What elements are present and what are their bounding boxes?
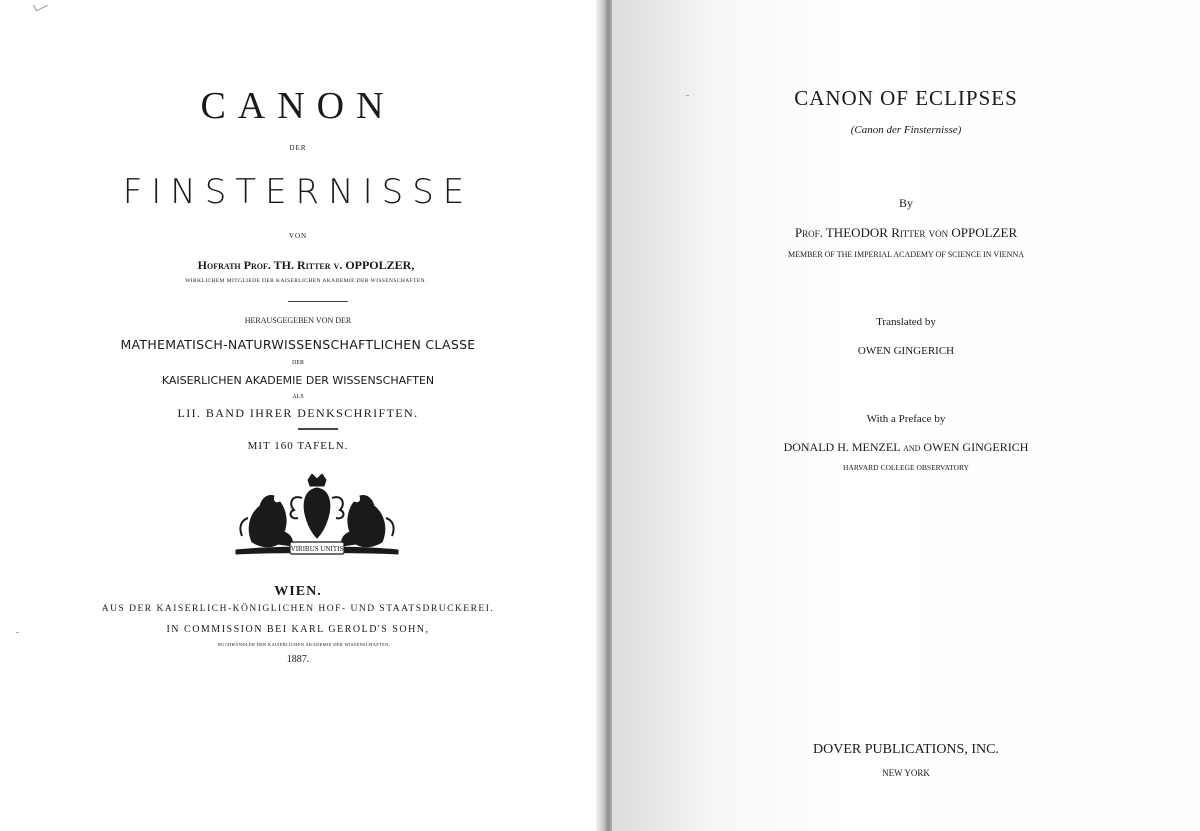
speck-mark [16, 632, 19, 633]
speck-mark [686, 95, 689, 96]
left-tafeln: MIT 160 TAFELN. [247, 440, 349, 452]
right-author-affiliation: MEMBER OF THE IMPERIAL ACADEMY OF SCIENCE IN VIENNA [787, 250, 1024, 259]
coat-of-arms-icon [232, 474, 402, 560]
divider-rule [288, 301, 348, 302]
right-publisher-city: NEW YORK [882, 768, 930, 778]
left-title-finsternisse: FINSTERNISSE [122, 172, 474, 212]
right-publisher: DOVER PUBLICATIONS, INC. [813, 742, 999, 757]
left-author-affiliation: WIRKLICHEM MITGLIEDE DER KAISERLICHEN AKADEMIE DER WISSENSCHAFTEN. [185, 278, 427, 284]
right-translated-by: Translated by [876, 316, 936, 328]
left-von-label: VON [288, 232, 308, 240]
left-als-label: ALS [292, 394, 304, 400]
right-by: By [898, 196, 913, 210]
right-translator: OWEN GINGERICH [857, 345, 955, 357]
right-preface-by: With a Preface by [866, 413, 946, 425]
divider-rule-short [298, 428, 338, 430]
left-band: LII. BAND IHRER DENKSCHRIFTEN. [177, 406, 419, 420]
left-title-canon: CANON [200, 85, 396, 127]
right-author: Prof. THEODOR Ritter von OPPOLZER [794, 225, 1018, 240]
left-classe: MATHEMATISCH-NATURWISSENSCHAFTLICHEN CLASSE [120, 337, 476, 352]
left-year: 1887. [286, 654, 310, 665]
left-bookseller: BUCHHÄNDLER DER KAISERLICHEN AKADEMIE DER WISSENSCHAFTEN. [217, 642, 391, 647]
right-observatory: HARVARD COLLEGE OBSERVATORY [843, 463, 969, 472]
right-title: CANON OF ECLIPSES [794, 86, 1018, 110]
left-commission: IN COMMISSION BEI KARL GEROLD'S SOHN, [166, 624, 430, 635]
left-akademie: KAISERLICHEN AKADEMIE DER WISSENSCHAFTEN [161, 374, 435, 387]
right-preface-authors: DONALD H. MENZEL and OWEN GINGERICH [783, 440, 1029, 454]
left-herausgegeben: HERAUSGEGEBEN VON DER [244, 316, 352, 325]
left-printer: AUS DER KAISERLICH-KÖNIGLICHEN HOF- UND STAATSDRUCKEREI. [101, 604, 495, 614]
left-der-label: DER [289, 144, 307, 152]
left-author: Hofrath Prof. TH. Ritter v. OPPOLZER, [197, 258, 415, 272]
left-city: WIEN. [274, 584, 322, 599]
left-der-label-2: DER [292, 360, 304, 366]
emblem-motto: VIRIBUS UNITIS [290, 545, 344, 553]
right-subtitle: (Canon der Finsternisse) [850, 124, 962, 136]
